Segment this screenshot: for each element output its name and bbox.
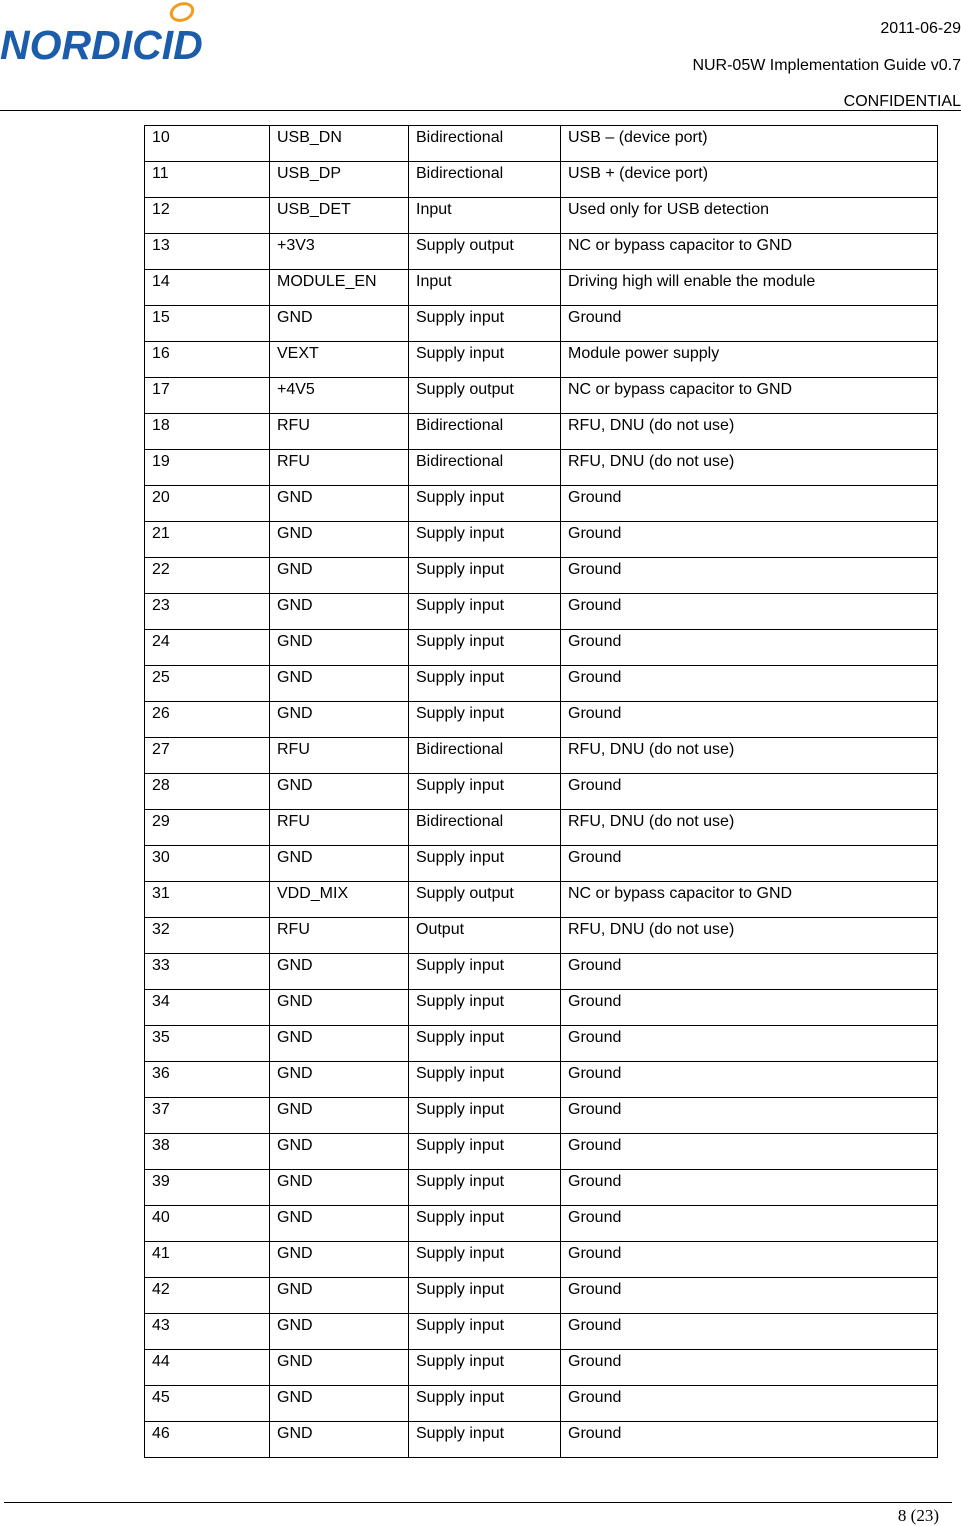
pin-number-cell: 41	[145, 1242, 270, 1278]
direction-cell: Input	[409, 198, 561, 234]
pin-number-cell: 11	[145, 162, 270, 198]
direction-cell: Supply input	[409, 1062, 561, 1098]
direction-cell: Supply input	[409, 1278, 561, 1314]
signal-name-cell: USB_DET	[270, 198, 409, 234]
pin-number-cell: 29	[145, 810, 270, 846]
direction-cell: Supply input	[409, 1350, 561, 1386]
signal-name-cell: GND	[270, 1170, 409, 1206]
pin-number-cell: 43	[145, 1314, 270, 1350]
table-row	[145, 990, 938, 1026]
signal-name-cell: +3V3	[270, 234, 409, 270]
signal-name-cell: GND	[270, 1098, 409, 1134]
table-row	[145, 270, 938, 306]
description-cell: Ground	[561, 306, 938, 342]
signal-name-cell: RFU	[270, 918, 409, 954]
pin-number-cell: 46	[145, 1422, 270, 1458]
pin-number-cell: 19	[145, 450, 270, 486]
pin-number-cell: 45	[145, 1386, 270, 1422]
pin-number-cell: 30	[145, 846, 270, 882]
signal-name-cell: GND	[270, 1314, 409, 1350]
direction-cell: Supply output	[409, 378, 561, 414]
direction-cell: Supply input	[409, 594, 561, 630]
description-cell: Ground	[561, 522, 938, 558]
document-date: 2011-06-29	[880, 20, 961, 37]
table-row	[145, 1314, 938, 1350]
signal-name-cell: GND	[270, 1134, 409, 1170]
table-row	[145, 342, 938, 378]
table-row	[145, 702, 938, 738]
description-cell: USB – (device port)	[561, 126, 938, 162]
signal-name-cell: +4V5	[270, 378, 409, 414]
description-cell: RFU, DNU (do not use)	[561, 810, 938, 846]
signal-name-cell: RFU	[270, 450, 409, 486]
description-cell: Module power supply	[561, 342, 938, 378]
pin-number-cell: 21	[145, 522, 270, 558]
signal-name-cell: RFU	[270, 738, 409, 774]
pin-table	[144, 125, 938, 1458]
direction-cell: Bidirectional	[409, 450, 561, 486]
table-row	[145, 486, 938, 522]
pin-number-cell: 25	[145, 666, 270, 702]
table-row	[145, 162, 938, 198]
direction-cell: Bidirectional	[409, 162, 561, 198]
pin-number-cell: 16	[145, 342, 270, 378]
table-row	[145, 738, 938, 774]
description-cell: Ground	[561, 1278, 938, 1314]
table-row	[145, 594, 938, 630]
table-row	[145, 1422, 938, 1458]
direction-cell: Supply input	[409, 1098, 561, 1134]
document-title: NUR-05W Implementation Guide v0.7	[692, 57, 961, 74]
signal-name-cell: GND	[270, 486, 409, 522]
direction-cell: Supply input	[409, 1026, 561, 1062]
pin-number-cell: 24	[145, 630, 270, 666]
table-row	[145, 198, 938, 234]
pin-number-cell: 13	[145, 234, 270, 270]
direction-cell: Input	[409, 270, 561, 306]
signal-name-cell: GND	[270, 666, 409, 702]
pin-number-cell: 39	[145, 1170, 270, 1206]
description-cell: Ground	[561, 1134, 938, 1170]
table-row	[145, 1062, 938, 1098]
confidentiality-label: CONFIDENTIAL	[843, 93, 961, 110]
direction-cell: Supply input	[409, 1206, 561, 1242]
pin-number-cell: 36	[145, 1062, 270, 1098]
footer-divider	[4, 1502, 952, 1503]
description-cell: Ground	[561, 1242, 938, 1278]
direction-cell: Supply input	[409, 1386, 561, 1422]
signal-name-cell: GND	[270, 954, 409, 990]
pin-number-cell: 18	[145, 414, 270, 450]
pin-number-cell: 28	[145, 774, 270, 810]
description-cell: Ground	[561, 1206, 938, 1242]
signal-name-cell: GND	[270, 522, 409, 558]
description-cell: Ground	[561, 774, 938, 810]
signal-name-cell: USB_DP	[270, 162, 409, 198]
signal-name-cell: GND	[270, 1422, 409, 1458]
pin-number-cell: 44	[145, 1350, 270, 1386]
direction-cell: Supply output	[409, 882, 561, 918]
table-row	[145, 306, 938, 342]
direction-cell: Bidirectional	[409, 414, 561, 450]
pin-number-cell: 23	[145, 594, 270, 630]
table-row	[145, 1134, 938, 1170]
signal-name-cell: GND	[270, 774, 409, 810]
pin-number-cell: 37	[145, 1098, 270, 1134]
pin-number-cell: 34	[145, 990, 270, 1026]
pin-number-cell: 26	[145, 702, 270, 738]
pin-number-cell: 38	[145, 1134, 270, 1170]
table-row	[145, 1170, 938, 1206]
pin-number-cell: 15	[145, 306, 270, 342]
signal-name-cell: GND	[270, 1206, 409, 1242]
pin-number-cell: 10	[145, 126, 270, 162]
table-row	[145, 882, 938, 918]
logo-wordmark: NORDICID	[0, 22, 203, 64]
signal-name-cell: GND	[270, 702, 409, 738]
direction-cell: Supply input	[409, 1242, 561, 1278]
table-row	[145, 666, 938, 702]
direction-cell: Output	[409, 918, 561, 954]
signal-name-cell: GND	[270, 1242, 409, 1278]
description-cell: Ground	[561, 558, 938, 594]
description-cell: Driving high will enable the module	[561, 270, 938, 306]
signal-name-cell: VDD_MIX	[270, 882, 409, 918]
description-cell: Ground	[561, 954, 938, 990]
description-cell: Ground	[561, 702, 938, 738]
description-cell: RFU, DNU (do not use)	[561, 738, 938, 774]
direction-cell: Supply input	[409, 342, 561, 378]
direction-cell: Supply input	[409, 954, 561, 990]
pin-number-cell: 31	[145, 882, 270, 918]
description-cell: RFU, DNU (do not use)	[561, 918, 938, 954]
table-row	[145, 630, 938, 666]
description-cell: Ground	[561, 486, 938, 522]
table-row	[145, 810, 938, 846]
table-row	[145, 1098, 938, 1134]
direction-cell: Supply input	[409, 1314, 561, 1350]
direction-cell: Supply input	[409, 522, 561, 558]
description-cell: NC or bypass capacitor to GND	[561, 378, 938, 414]
signal-name-cell: GND	[270, 558, 409, 594]
signal-name-cell: GND	[270, 630, 409, 666]
table-row	[145, 1278, 938, 1314]
description-cell: NC or bypass capacitor to GND	[561, 234, 938, 270]
signal-name-cell: USB_DN	[270, 126, 409, 162]
nordicid-logo-graphic	[0, 0, 228, 64]
description-cell: Ground	[561, 1098, 938, 1134]
signal-name-cell: RFU	[270, 414, 409, 450]
direction-cell: Supply input	[409, 1134, 561, 1170]
header-divider	[0, 110, 961, 111]
direction-cell: Bidirectional	[409, 810, 561, 846]
table-row	[145, 1206, 938, 1242]
signal-name-cell: GND	[270, 1062, 409, 1098]
signal-name-cell: GND	[270, 1026, 409, 1062]
direction-cell: Supply input	[409, 702, 561, 738]
table-row	[145, 1386, 938, 1422]
table-row	[145, 522, 938, 558]
table-row	[145, 954, 938, 990]
direction-cell: Supply input	[409, 846, 561, 882]
description-cell: NC or bypass capacitor to GND	[561, 882, 938, 918]
table-row	[145, 126, 938, 162]
pin-number-cell: 12	[145, 198, 270, 234]
description-cell: Ground	[561, 990, 938, 1026]
direction-cell: Supply input	[409, 774, 561, 810]
pin-table-body	[145, 126, 938, 1458]
pin-number-cell: 40	[145, 1206, 270, 1242]
table-row	[145, 918, 938, 954]
nordicid-logo	[0, 0, 228, 64]
description-cell: RFU, DNU (do not use)	[561, 414, 938, 450]
table-row	[145, 558, 938, 594]
signal-name-cell: GND	[270, 846, 409, 882]
table-row	[145, 1350, 938, 1386]
direction-cell: Bidirectional	[409, 738, 561, 774]
pin-number-cell: 27	[145, 738, 270, 774]
description-cell: Ground	[561, 1350, 938, 1386]
description-cell: Ground	[561, 1062, 938, 1098]
direction-cell: Supply input	[409, 1170, 561, 1206]
direction-cell: Supply input	[409, 630, 561, 666]
direction-cell: Supply input	[409, 306, 561, 342]
table-row	[145, 414, 938, 450]
description-cell: Ground	[561, 666, 938, 702]
pin-number-cell: 17	[145, 378, 270, 414]
table-row	[145, 774, 938, 810]
pin-number-cell: 35	[145, 1026, 270, 1062]
description-cell: Ground	[561, 1422, 938, 1458]
table-row	[145, 846, 938, 882]
description-cell: Ground	[561, 630, 938, 666]
signal-name-cell: MODULE_EN	[270, 270, 409, 306]
signal-name-cell: GND	[270, 306, 409, 342]
signal-name-cell: VEXT	[270, 342, 409, 378]
signal-name-cell: GND	[270, 1278, 409, 1314]
table-row	[145, 378, 938, 414]
pin-number-cell: 22	[145, 558, 270, 594]
table-row	[145, 1242, 938, 1278]
signal-name-cell: GND	[270, 1386, 409, 1422]
description-cell: Ground	[561, 846, 938, 882]
pin-number-cell: 42	[145, 1278, 270, 1314]
direction-cell: Bidirectional	[409, 126, 561, 162]
table-row	[145, 450, 938, 486]
table-row	[145, 1026, 938, 1062]
description-cell: Ground	[561, 1386, 938, 1422]
direction-cell: Supply input	[409, 666, 561, 702]
direction-cell: Supply input	[409, 558, 561, 594]
direction-cell: Supply input	[409, 990, 561, 1026]
direction-cell: Supply input	[409, 486, 561, 522]
direction-cell: Supply input	[409, 1422, 561, 1458]
description-cell: Ground	[561, 1170, 938, 1206]
description-cell: USB + (device port)	[561, 162, 938, 198]
table-row	[145, 234, 938, 270]
signal-name-cell: GND	[270, 594, 409, 630]
signal-name-cell: RFU	[270, 810, 409, 846]
page-number: 8 (23)	[897, 1506, 939, 1525]
description-cell: Used only for USB detection	[561, 198, 938, 234]
description-cell: Ground	[561, 594, 938, 630]
pin-number-cell: 20	[145, 486, 270, 522]
signal-name-cell: GND	[270, 990, 409, 1026]
description-cell: RFU, DNU (do not use)	[561, 450, 938, 486]
pin-number-cell: 14	[145, 270, 270, 306]
description-cell: Ground	[561, 1026, 938, 1062]
direction-cell: Supply output	[409, 234, 561, 270]
pin-number-cell: 33	[145, 954, 270, 990]
pin-number-cell: 32	[145, 918, 270, 954]
description-cell: Ground	[561, 1314, 938, 1350]
signal-name-cell: GND	[270, 1350, 409, 1386]
